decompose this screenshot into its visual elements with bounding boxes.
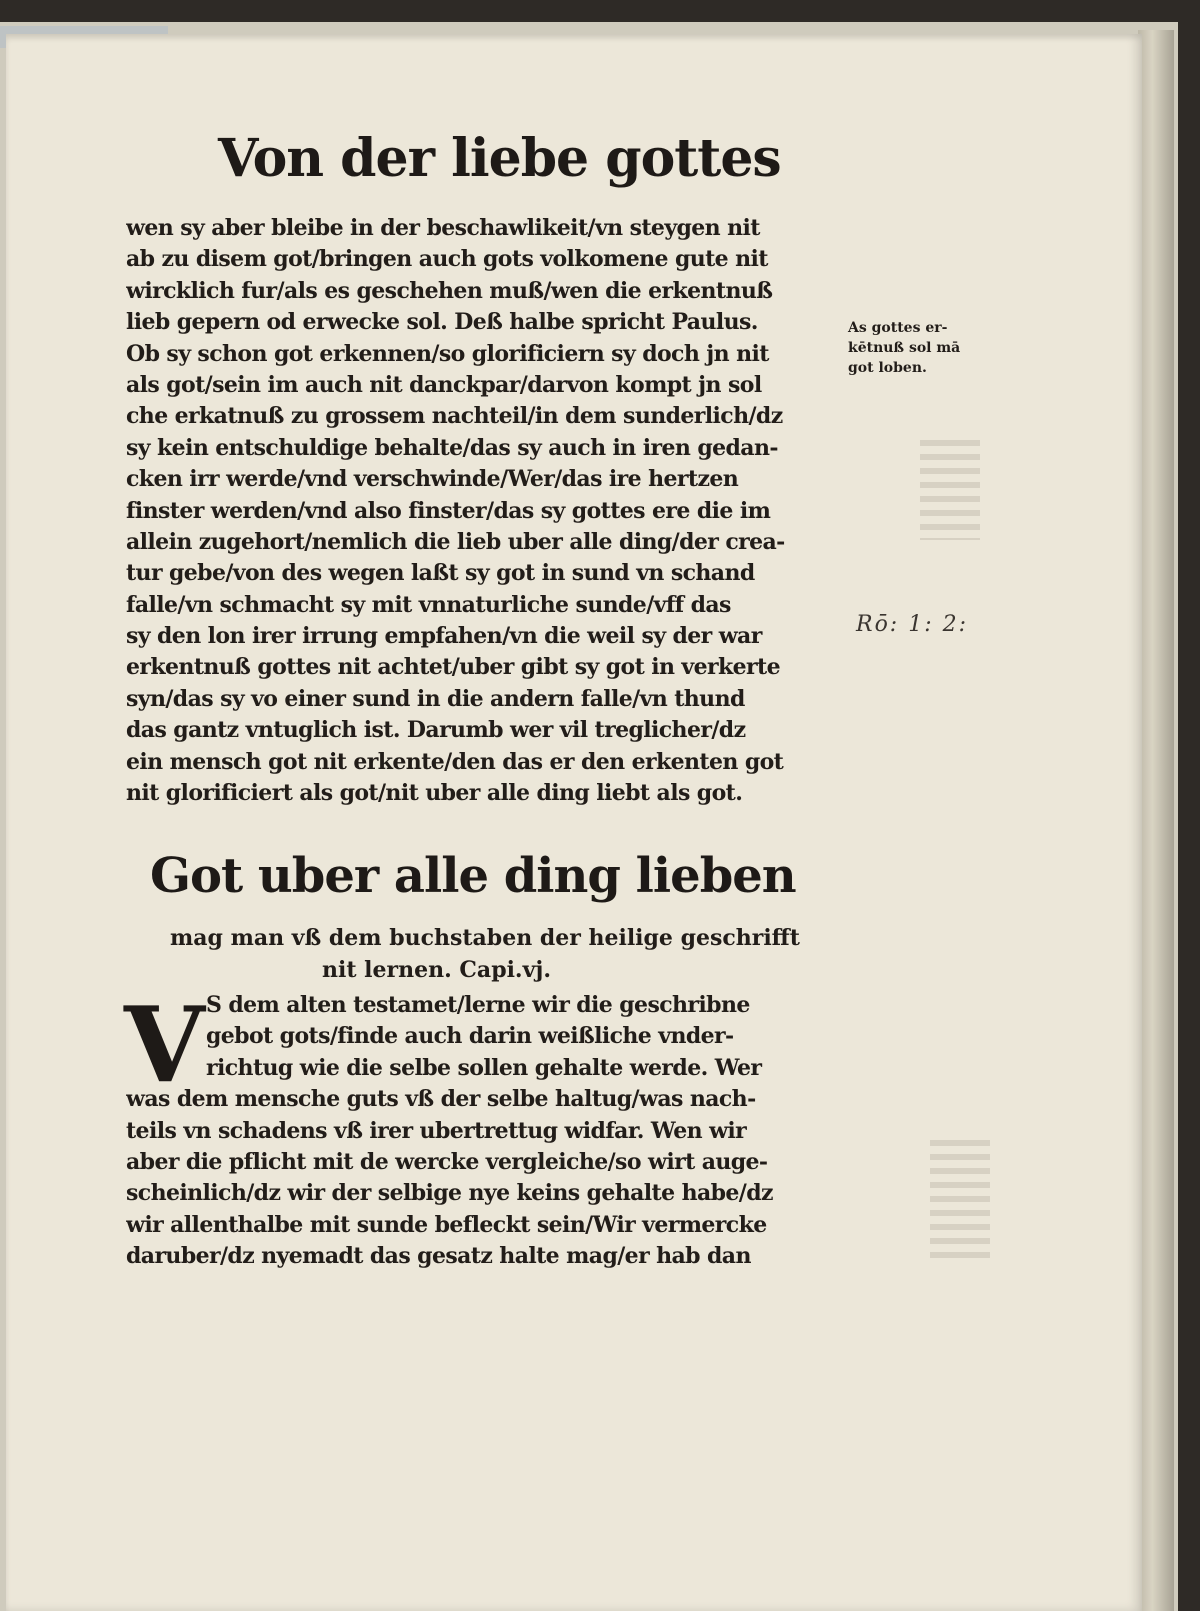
text-line: scheinlich/dz wir der selbige nye keins gehalte habe/dz: [126, 1180, 773, 1207]
chapter-text: [124, 983, 846, 1273]
text-line: lieb gepern od erwecke sol. Deß halbe spricht Paulus.: [126, 309, 758, 336]
text-line: nit glorificiert als got/nit uber alle ding liebt als got.: [126, 780, 743, 807]
text-line: das gantz vntuglich ist. Darumb wer vil treglicher/dz: [126, 717, 746, 744]
text-line: als got/sein im auch nit danckpar/darvon kompt jn sol: [126, 371, 762, 398]
text-line: wircklich fur/als es geschehen muß/wen die erkentnuß: [126, 277, 773, 304]
text-line: aber die pflicht mit de wercke vergleiche/so wirt auge-: [126, 1148, 768, 1175]
body-text: [126, 213, 846, 809]
marginal-note: [848, 318, 988, 378]
text-line: ab zu disem got/bringen auch gots volkomene gute nit: [126, 246, 768, 273]
text-line: gebot gots/finde auch darin weißliche vnder-: [206, 1023, 734, 1050]
section-subheading: [170, 922, 830, 986]
text-line: wir allenthalbe mit sunde befleckt sein/Wir vermercke: [126, 1211, 767, 1238]
marginal-line: got loben.: [848, 360, 927, 376]
text-line: sy kein entschuldige behalte/das sy auch in iren gedan-: [126, 434, 778, 461]
handwritten-reference: Rō: 1: 2:: [856, 612, 969, 637]
text-line: richtug wie die selbe sollen gehalte werde. Wer: [206, 1054, 762, 1081]
section-heading: Got uber alle ding lieben: [150, 848, 796, 904]
drop-cap-initial: V: [124, 983, 205, 1106]
text-line: wen sy aber bleibe in der beschawlikeit/vn steygen nit: [126, 215, 760, 241]
text-line: finster werden/vnd also finster/das sy gottes ere die im: [126, 497, 771, 524]
bleed-through-text: [920, 440, 980, 540]
text-line: che erkatnuß zu grossem nachteil/in dem sunderlich/dz: [126, 403, 783, 430]
subheading-line: mag man vß dem buchstaben der heilige geschrifft: [170, 925, 800, 951]
text-line: teils vn schadens vß irer ubertrettug widfar. Wen wir: [126, 1117, 747, 1144]
subheading-line: nit lernen. Capi.vj.: [322, 957, 551, 983]
text-line: allein zugehort/nemlich die lieb uber alle ding/der crea-: [126, 528, 785, 555]
text-line: Ob sy schon got erkennen/so glorificiern sy doch jn nit: [126, 340, 769, 367]
text-line: erkentnuß gottes nit achtet/uber gibt sy got in verkerte: [126, 654, 780, 681]
text-line: daruber/dz nyemadt das gesatz halte mag/er hab dan: [126, 1243, 751, 1270]
text-line: syn/das sy vo einer sund in die andern falle/vn thund: [126, 685, 745, 712]
text-line: sy den lon irer irrung empfahen/vn die weil sy der war: [126, 623, 762, 650]
text-line: was dem mensche guts vß der selbe haltug/was nach-: [126, 1086, 756, 1113]
marginal-line: As gottes er-: [848, 320, 948, 336]
text-line: tur gebe/von des wegen laßt sy got in sund vn schand: [126, 560, 755, 587]
page-edge: [1138, 30, 1174, 1611]
text-line: ein mensch got nit erkente/den das er den erkenten got: [126, 748, 784, 775]
text-line: falle/vn schmacht sy mit vnnaturliche sunde/vff das: [126, 591, 731, 618]
text-line: cken irr werde/vnd verschwinde/Wer/das ire hertzen: [126, 466, 739, 493]
running-title: Von der liebe gottes: [218, 128, 781, 189]
marginal-line: kētnuß sol mā: [848, 340, 961, 356]
bleed-through-text: [930, 1140, 990, 1260]
text-line: S dem alten testamet/lerne wir die geschribne: [206, 992, 750, 1018]
